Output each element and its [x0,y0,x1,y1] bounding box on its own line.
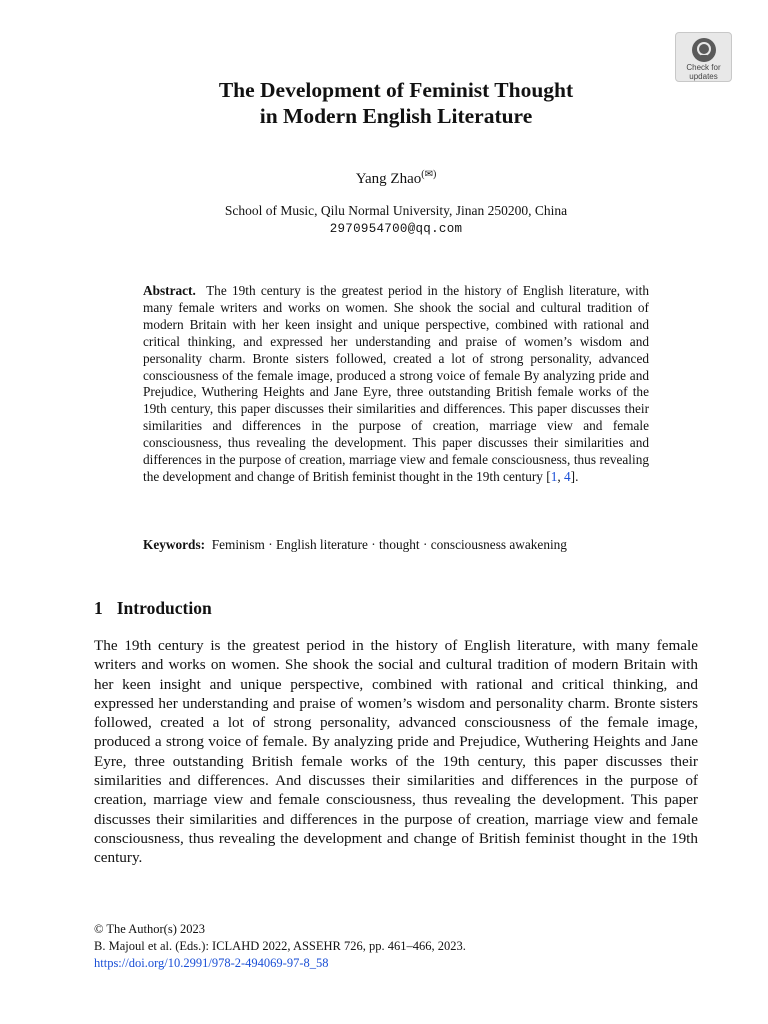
email-icon: (✉) [421,169,437,180]
ref-open: [ [546,468,551,484]
keywords-label: Keywords: [143,537,206,552]
paper-title [0,77,768,129]
ref-sep: , [557,468,565,484]
section-title: Introduction [116,598,212,618]
title-line-1: The Development of Feminist Thought [218,78,574,102]
citation: B. Majoul et al. (Eds.): ICLAHD 2022, ASSEHR 726, pp. 461–466, 2023. [94,939,466,953]
check-for-updates-icon [691,37,717,63]
ref-link-1[interactable]: 1 [550,468,558,484]
ref-link-4[interactable]: 4 [564,468,571,484]
footer [94,921,466,972]
keywords-text: Feminism · English literature · thought · consciousness awakening [211,537,567,552]
author [0,169,768,188]
badge-label-line1: Check for [686,63,721,72]
abstract [143,283,649,486]
doi-link[interactable]: https://doi.org/10.2991/978-2-494069-97-8_58 [94,956,329,970]
keywords [143,536,673,553]
badge-label-line2: updates [689,72,718,81]
title-line-2: in Modern English Literature [259,104,533,128]
ref-close: ]. [570,468,579,484]
institution: School of Music, Qilu Normal University, Jinan 250200, China [224,203,568,218]
copyright: © The Author(s) 2023 [94,922,205,936]
section-body: The 19th century is the greatest period in the history of English literature, with many female writers and works on women. She shook the social and cultural tradition of modern Britain with her keen insight and unique perspective, combined with rational and critical thinking, and expressed her understanding and praise of women’s wisdom and personality charm. Bronte sisters followed, created a lot of strong personality, advanced consciousness of the female image, produced a strong voice of female. By analyzing pride and Prejudice, Wuthering Heights and Jane Eyre, three outstanding British female works of the 19th century, this paper discusses their similarities and differences. And discusses their similarities and differences in the purpose of creation, marriage view and female consciousness, thus revealing the development. This paper discusses their similarities and differences in the purpose of creation, marriage view and female consciousness, thus revealing the development and change of British feminist thought in the 19th century. [94,637,698,867]
abstract-label: Abstract. [143,283,196,298]
abstract-text: The 19th century is the greatest period in the history of English literature, with many female writers and works on women. She shook the social and cultural tradition of modern Britain with her keen insight and unique perspective, combined with rational and critical thinking, and expressed her understanding and praise of women’s wisdom and personality charm. Bronte sisters followed, created a lot of strong personality, advanced consciousness of the female image, produced a strong voice of female By analyzing pride and Prejudice, Wuthering Heights and Jane Eyre, three outstanding British female works of the 19th century, this paper discusses their similarities and differences. This paper discusses their similarities and differences in the purpose of creation, marriage view and female consciousness, thus revealing the development. This paper discusses their similarities and differences in the purpose of creation, marriage view and female consciousness, thus revealing the development and change of British feminist thought in the 19th century [143,283,649,484]
affiliation [0,202,768,238]
section-number: 1 [94,598,103,618]
section-heading [94,598,212,619]
author-name: Yang Zhao [355,171,422,187]
author-email[interactable]: 2970954700@qq.com [329,222,463,236]
check-for-updates-badge[interactable] [675,32,732,82]
